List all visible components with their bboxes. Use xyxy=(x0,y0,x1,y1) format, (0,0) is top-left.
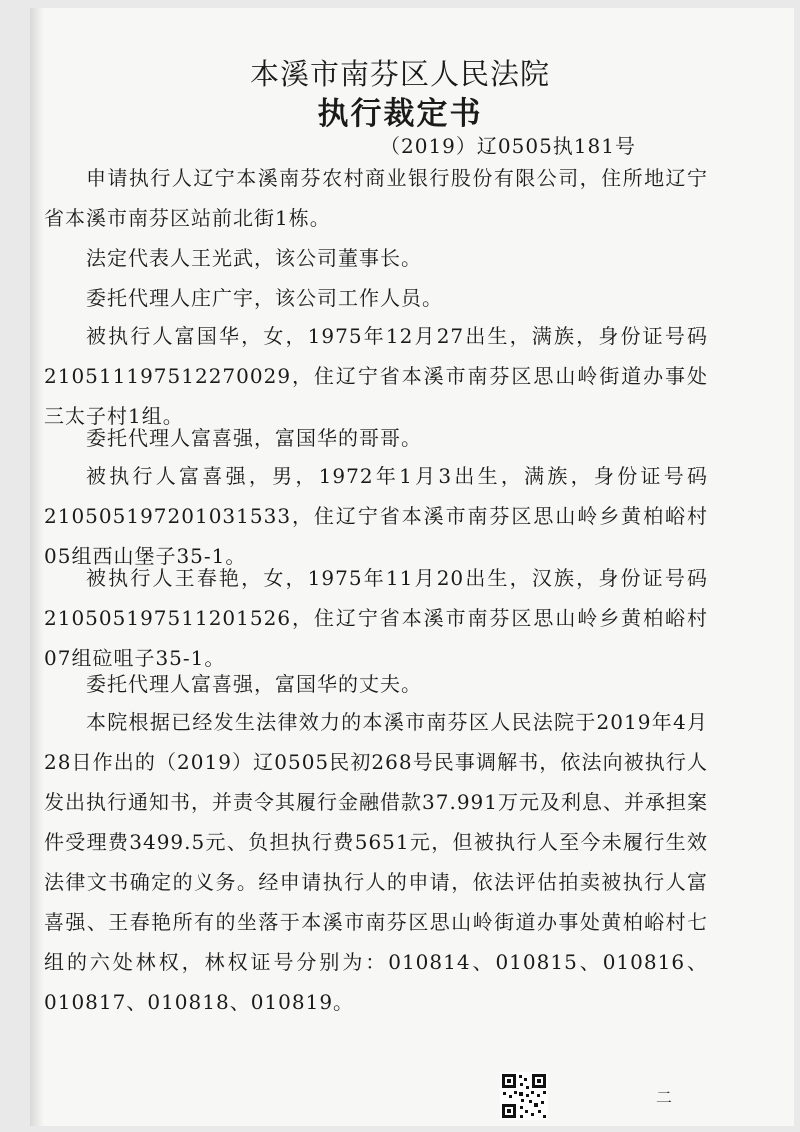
qr-code-icon xyxy=(500,1072,548,1120)
case-number: （2019）辽0505执181号 xyxy=(380,134,636,158)
paragraph-respondent-3: 被执行人王春艳，女，1975年11月20出生，汉族，身份证号码210505197511201526，住辽宁省本溪市南芬区思山岭乡黄柏峪村07组砬咀子35-1。 xyxy=(44,566,708,670)
paragraph-respondent-3-agent: 委托代理人富喜强，富国华的丈夫。 xyxy=(86,672,422,696)
paragraph-court-reasoning: 本院根据已经发生法律效力的本溪市南芬区人民法院于2019年4月28日作出的（2019）辽0505民初268号民事调解书，依法向被执行人发出执行通知书，并责令其履行金融借款37.991万元及利息、并承担案件受理费3499.5元、负担执行费5651元，但被执行人至今未履行生效法律文书确定的义务。经申请执行人的申请，依法评估拍卖被执行人富喜强、王春艳所有的坐落于本溪市南芬区思山岭街道办事处黄柏峪村七组的六处林权，林权证号分别为：010814、010815、010816、010817、010818、010819。 xyxy=(44,710,708,1014)
paragraph-respondent-1: 被执行人富国华，女，1975年12月27出生，满族，身份证号码210511197512270029，住辽宁省本溪市南芬区思山岭街道办事处三太子村1组。 xyxy=(44,324,708,428)
document-title: 执行裁定书 xyxy=(317,96,483,132)
paragraph-applicant-agent: 委托代理人庄广宇，该公司工作人员。 xyxy=(86,286,443,310)
paragraph-respondent-1-agent: 委托代理人富喜强，富国华的哥哥。 xyxy=(86,426,422,450)
paragraph-legal-representative: 法定代表人王光武，该公司董事长。 xyxy=(86,246,422,270)
page-mark: 二 xyxy=(656,1088,673,1107)
paragraph-applicant: 申请执行人辽宁本溪南芬农村商业银行股份有限公司，住所地辽宁省本溪市南芬区站前北街1栋。 xyxy=(44,166,708,230)
court-name: 本溪市南芬区人民法院 xyxy=(249,57,550,91)
paragraph-respondent-2: 被执行人富喜强，男，1972年1月3出生，满族，身份证号码210505197201031533，住辽宁省本溪市南芬区思山岭乡黄柏峪村05组西山堡子35-1。 xyxy=(44,464,708,568)
